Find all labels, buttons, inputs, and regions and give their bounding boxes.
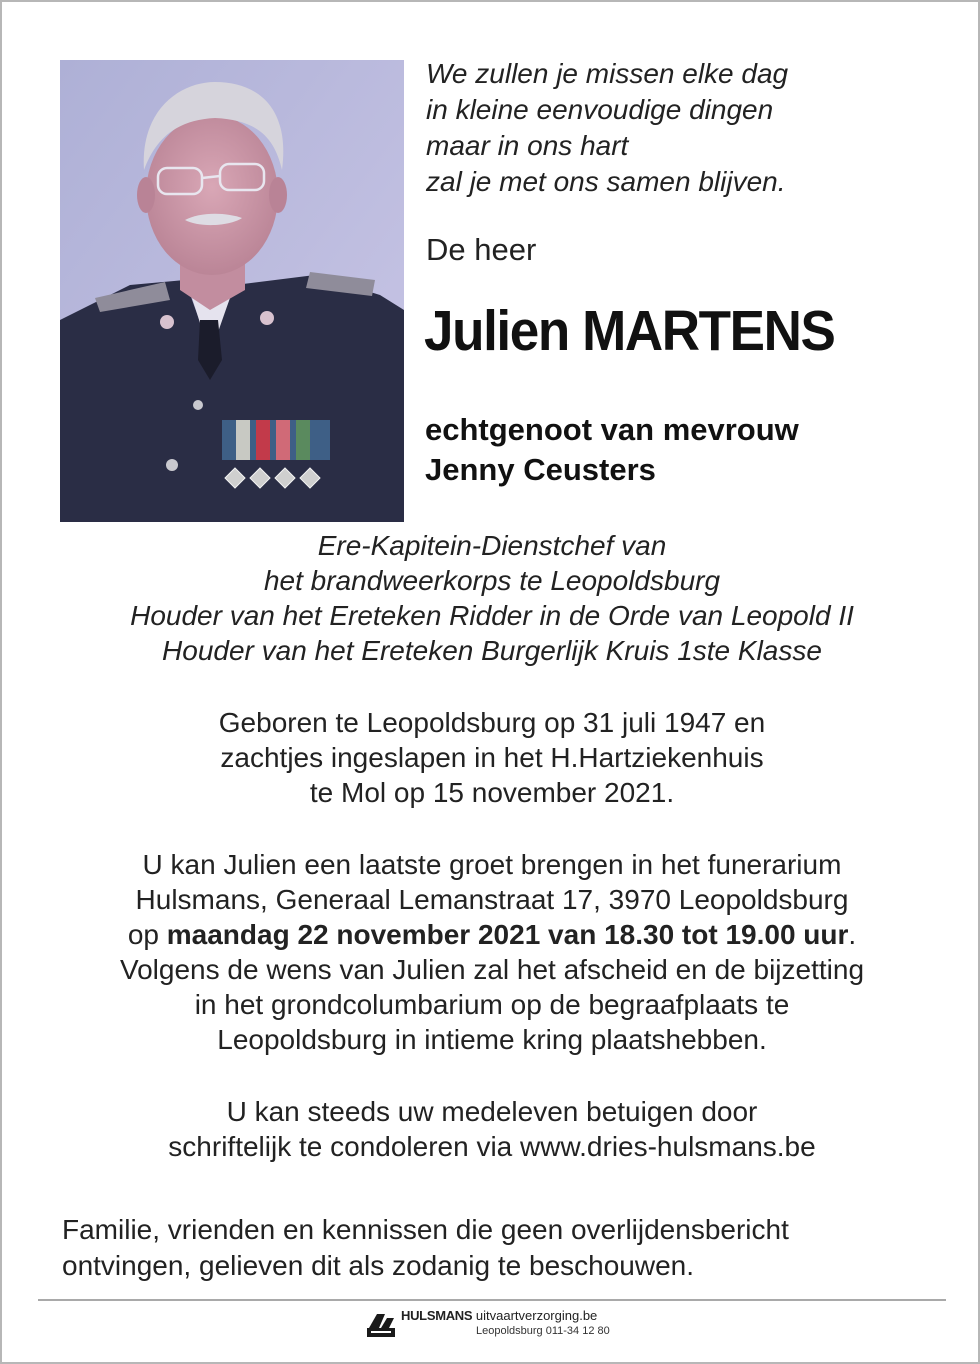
footer-divider	[38, 1299, 946, 1301]
funeral-line: Hulsmans, Generaal Lemanstraat 17, 3970 Leopoldsburg	[135, 884, 849, 915]
title-line: Houder van het Ereteken Ridder in de Orde van Leopold II	[130, 600, 854, 631]
footer-tagline: uitvaartverzorging.be	[475, 1308, 598, 1323]
birth-death-info	[2, 705, 980, 810]
funeral-line: U kan Julien een laatste groet brengen in het funerarium	[142, 849, 842, 880]
funeral-date-prefix: op	[127, 919, 167, 950]
condolence-line: schriftelijk te condoleren via www.dries-hulsmans.be	[168, 1131, 816, 1162]
funeral-line: Volgens de wens van Julien zal het afscheid en de bijzetting	[119, 954, 865, 985]
funeral-line: Leopoldsburg in intieme kring plaatshebben.	[217, 1024, 767, 1055]
spouse-line: echtgenoot van mevrouw	[425, 412, 799, 447]
funeral-date: maandag 22 november 2021 van 18.30 tot 19.00 uur	[166, 919, 849, 950]
footer-brand: HULSMANS	[401, 1308, 473, 1323]
footer	[365, 1308, 610, 1342]
honorary-titles	[2, 528, 980, 668]
funeral-date-suffix: .	[848, 919, 857, 950]
condolences-info	[2, 1094, 980, 1164]
funeral-line: in het grondcolumbarium op de begraafplaats te	[194, 989, 790, 1020]
title-line: Ere-Kapitein-Dienstchef van	[317, 530, 667, 561]
hulsmans-logo-icon	[365, 1308, 397, 1340]
birth-line: zachtjes ingeslapen in het H.Hartziekenhuis	[220, 742, 764, 773]
poem-line: in kleine eenvoudige dingen	[426, 94, 774, 125]
birth-line: Geboren te Leopoldsburg op 31 juli 1947 en	[218, 707, 766, 738]
title-line: Houder van het Ereteken Burgerlijk Kruis 1ste Klasse	[162, 635, 822, 666]
salutation: De heer	[426, 232, 537, 267]
footer-contact: Leopoldsburg 011-34 12 80	[476, 1325, 610, 1337]
notice-line: ontvingen, gelieven dit als zodanig te beschouwen.	[62, 1250, 694, 1281]
funeral-date-line	[2, 917, 980, 952]
poem-line: We zullen je missen elke dag	[426, 58, 789, 89]
condolence-line: U kan steeds uw medeleven betuigen door	[226, 1096, 758, 1127]
poem	[426, 56, 788, 200]
funeral-info	[2, 847, 980, 1057]
spouse-name: Jenny Ceusters	[425, 452, 656, 487]
deceased-name: Julien MARTENS	[424, 299, 835, 363]
poem-line: maar in ons hart	[426, 130, 629, 161]
family-notice	[62, 1212, 789, 1284]
spouse-info	[425, 410, 799, 490]
poem-line: zal je met ons samen blijven.	[426, 166, 786, 197]
birth-line: te Mol op 15 november 2021.	[309, 777, 675, 808]
notice-line: Familie, vrienden en kennissen die geen overlijdensbericht	[62, 1214, 789, 1245]
title-line: het brandweerkorps te Leopoldsburg	[263, 565, 721, 596]
portrait-photo	[60, 60, 404, 522]
